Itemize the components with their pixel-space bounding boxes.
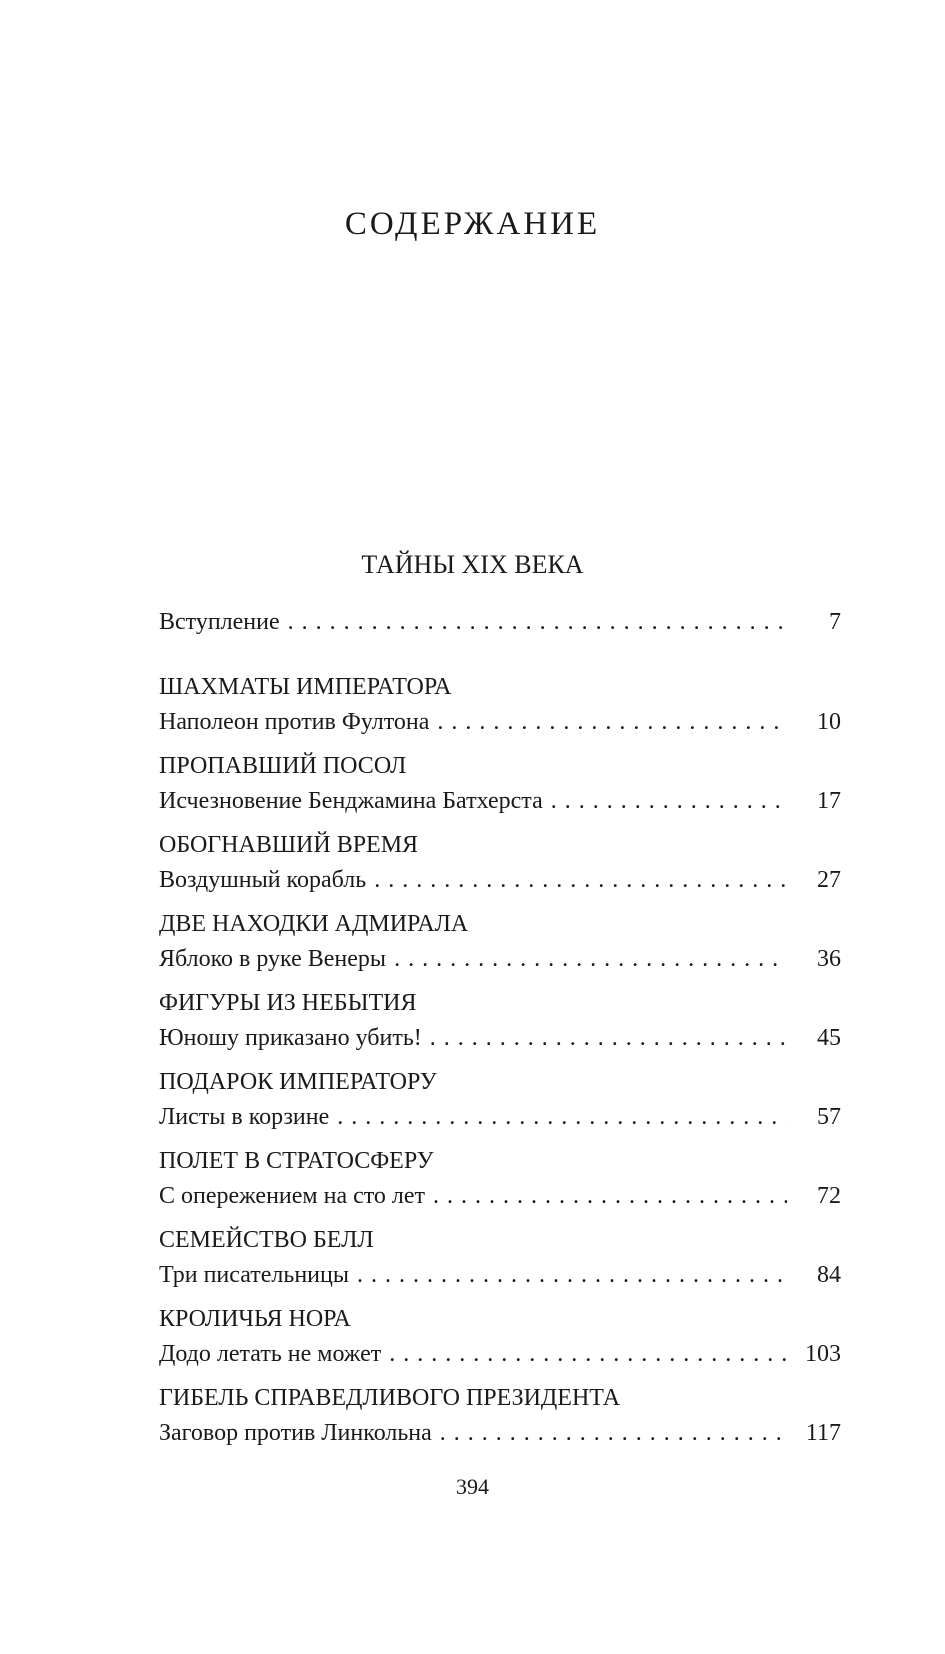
toc-entry[interactable]	[159, 705, 841, 740]
toc-entry-label: С опережением на сто лет	[159, 1183, 426, 1209]
toc-chapter	[159, 986, 841, 1065]
dot-leader	[433, 1179, 787, 1214]
toc-entry-label: Исчезновение Бенджамина Батхерста	[159, 788, 543, 814]
toc-chapter-heading: ПРОПАВШИЙ ПОСОЛ	[159, 753, 407, 779]
toc-entry[interactable]	[159, 1337, 841, 1372]
toc-entry-label: Три писательницы	[159, 1262, 349, 1288]
table-of-contents	[159, 600, 841, 1460]
dot-leader	[440, 1416, 787, 1451]
dot-leader	[551, 784, 787, 819]
toc-chapter-heading: СЕМЕЙСТВО БЕЛЛ	[159, 1227, 374, 1253]
toc-page-number: 45	[817, 1025, 841, 1051]
toc-page-number: 72	[817, 1183, 841, 1209]
toc-chapter	[159, 749, 841, 828]
page-number: 394	[456, 1474, 489, 1499]
toc-entry[interactable]	[159, 1021, 841, 1056]
toc-chapter-heading: ПОЛЕТ В СТРАТОСФЕРУ	[159, 1148, 434, 1174]
toc-entry[interactable]	[159, 942, 841, 977]
toc-page-number: 17	[817, 788, 841, 814]
dot-leader	[394, 942, 787, 977]
toc-chapter-heading: КРОЛИЧЬЯ НОРА	[159, 1306, 351, 1332]
toc-entry[interactable]	[159, 1416, 841, 1451]
toc-page-number: 10	[817, 709, 841, 735]
toc-entry[interactable]	[159, 1179, 841, 1214]
toc-chapter	[159, 907, 841, 986]
dot-leader	[389, 1337, 787, 1372]
page-title: СОДЕРЖАНИЕ	[344, 206, 601, 242]
toc-chapter-heading: ШАХМАТЫ ИМПЕРАТОРА	[159, 674, 452, 700]
toc-page-number: 7	[829, 609, 841, 635]
toc-chapter-heading: ДВЕ НАХОДКИ АДМИРАЛА	[159, 911, 469, 937]
toc-chapter-heading: ГИБЕЛЬ СПРАВЕДЛИВОГО ПРЕЗИДЕНТА	[159, 1385, 621, 1411]
toc-entry-label: Наполеон против Фултона	[159, 709, 430, 735]
toc-chapter-heading: ПОДАРОК ИМПЕРАТОРУ	[159, 1069, 437, 1095]
toc-page-number: 57	[817, 1104, 841, 1130]
toc-entry-label: Юношу приказано убить!	[159, 1025, 422, 1051]
toc-entry[interactable]	[159, 863, 841, 898]
toc-entry-intro[interactable]	[159, 600, 841, 645]
toc-chapter	[159, 1381, 841, 1460]
toc-entry-label: Листы в корзине	[159, 1104, 330, 1130]
toc-entry[interactable]	[159, 1258, 841, 1293]
section-title: ТАЙНЫ XIX ВЕКА	[361, 550, 584, 579]
toc-entry-label: Додо летать не может	[159, 1341, 382, 1367]
toc-chapter	[159, 1302, 841, 1381]
toc-page-number: 117	[805, 1420, 841, 1446]
toc-chapter	[159, 1223, 841, 1302]
toc-entry[interactable]	[159, 784, 841, 819]
toc-entry-label: Яблоко в руке Венеры	[159, 946, 387, 972]
dot-leader	[288, 600, 787, 645]
toc-page-number: 36	[817, 946, 841, 972]
toc-page-number: 103	[805, 1341, 841, 1367]
toc-entry[interactable]	[159, 1100, 841, 1135]
dot-leader	[337, 1100, 787, 1135]
dot-leader	[437, 705, 787, 740]
dot-leader	[374, 863, 787, 898]
toc-entry-label: Вступление	[159, 609, 280, 635]
dot-leader	[357, 1258, 787, 1293]
toc-chapter	[159, 1065, 841, 1144]
toc-chapter-heading: ОБОГНАВШИЙ ВРЕМЯ	[159, 832, 419, 858]
toc-chapter	[159, 1144, 841, 1223]
toc-entry-label: Заговор против Линкольна	[159, 1420, 432, 1446]
toc-chapter	[159, 670, 841, 749]
toc-entry-label: Воздушный корабль	[159, 867, 367, 893]
toc-chapter	[159, 828, 841, 907]
toc-page-number: 27	[817, 867, 841, 893]
toc-chapter-heading: ФИГУРЫ ИЗ НЕБЫТИЯ	[159, 990, 417, 1016]
toc-page-number: 84	[817, 1262, 841, 1288]
dot-leader	[430, 1021, 787, 1056]
